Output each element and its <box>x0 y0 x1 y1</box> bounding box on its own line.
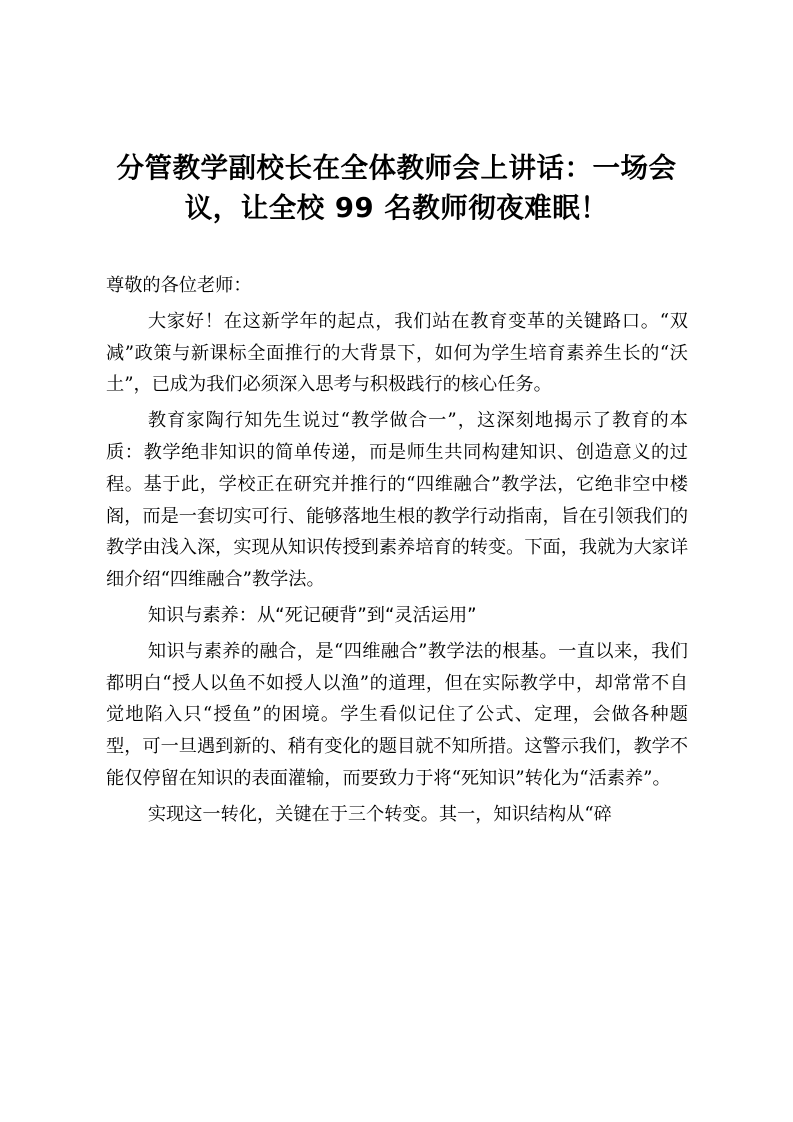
section-heading: 知识与素养：从“死记硬背”到“灵活运用” <box>147 604 477 626</box>
paragraph-knowledge-literacy: 知识与素养的融合，是“四维融合”教学法的根基。一直以来，我们都明白“授人以鱼不如授人以渔”的道理，但在实际教学中，却常常不自觉地陷入只“授鱼”的困境。学生看似记住了公式、定理，会做各种题型，可一旦遇到新的、稍有变化的题目就不知所措。这警示我们，教学不能仅停留在知识的表面灌输，而要致力于将“死知识”转化为“活素养”。 <box>106 640 689 789</box>
paragraph-introduction: 教育家陶行知先生说过“教学做合一”，这深刻地揭示了教育的本质：教学绝非知识的简单传递，而是师生共同构建知识、创造意义的过程。基于此，学校正在研究并推行的“四维融合”教学法，它绝非空中楼阁，而是一套切实可行、能够落地生根的教学行动指南，旨在引领我们的教学由浅入深，实现从知识传授到素养培育的转变。下面，我就为大家详细介绍“四维融合”教学法。 <box>106 410 689 591</box>
paragraph-three-changes: 实现这一转化，关键在于三个转变。其一，知识结构从“碎 <box>147 803 612 825</box>
document-body <box>106 270 688 835</box>
document-title: 分管教学副校长在全体教师会上讲话：一场会议，让全校 99 名教师彻夜难眠！ <box>116 152 677 224</box>
paragraph-greeting: 大家好！在这新学年的起点，我们站在教育变革的关键路口。“双减”政策与新课标全面推行的大背景下，如何为学生培育素养生长的“沃土”，已成为我们必须深入思考与积极践行的核心任务。 <box>106 310 688 396</box>
salutation: 尊敬的各位老师： <box>106 275 252 296</box>
